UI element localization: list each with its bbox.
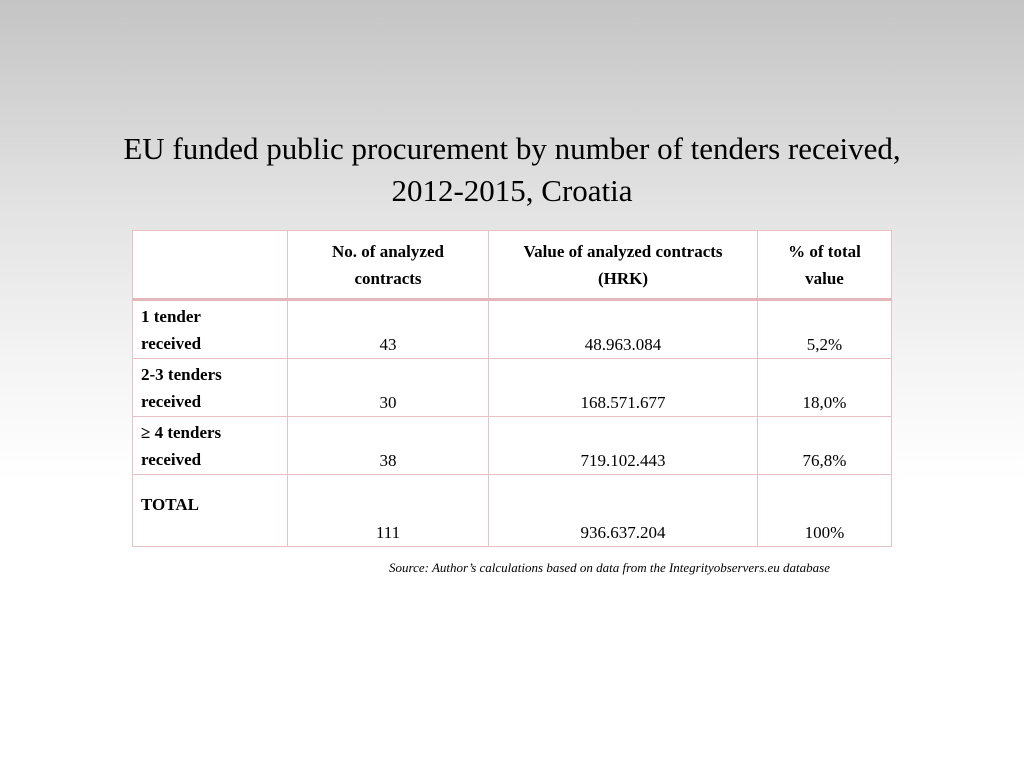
row-label-line1: ≥ 4 tenders <box>141 423 222 442</box>
header-contracts-line2: contracts <box>354 268 422 288</box>
procurement-table <box>132 230 892 547</box>
table-row-2-3-tenders <box>133 359 892 417</box>
row-label-total <box>133 475 288 547</box>
row-label-line1: TOTAL <box>141 495 199 514</box>
source-note: Source: Author’s calculations based on data from the Integrityobservers.eu database <box>389 560 830 575</box>
row-label <box>133 417 288 475</box>
header-blank-cell <box>133 231 288 300</box>
title-line-1: EU funded public procurement by number of tenders received, <box>123 131 901 166</box>
row-label <box>133 300 288 359</box>
slide-title <box>40 128 984 212</box>
cell-contracts: 38 <box>288 417 489 475</box>
header-percent-line2: value <box>805 268 844 288</box>
table-header-row <box>133 231 892 300</box>
header-contracts-line1: No. of analyzed <box>332 241 444 261</box>
table-row-4-plus-tenders <box>133 417 892 475</box>
header-value <box>489 231 758 300</box>
table-row-1-tender <box>133 300 892 359</box>
row-label-line2: received <box>141 450 202 469</box>
row-label-line2: received <box>141 392 202 411</box>
cell-percent: 100% <box>758 475 892 547</box>
cell-contracts: 111 <box>288 475 489 547</box>
header-percent <box>758 231 892 300</box>
cell-contracts: 43 <box>288 300 489 359</box>
cell-percent: 18,0% <box>758 359 892 417</box>
cell-value: 936.637.204 <box>489 475 758 547</box>
row-label-line2: received <box>141 334 202 353</box>
cell-value: 168.571.677 <box>489 359 758 417</box>
row-label-line1: 1 tender <box>141 307 201 326</box>
row-label-line1: 2-3 tenders <box>141 365 222 384</box>
header-percent-line1: % of total <box>788 241 861 261</box>
table-row-total <box>133 475 892 547</box>
header-contracts <box>288 231 489 300</box>
cell-percent: 76,8% <box>758 417 892 475</box>
header-value-line2: (HRK) <box>597 268 649 288</box>
row-label <box>133 359 288 417</box>
cell-percent: 5,2% <box>758 300 892 359</box>
cell-value: 719.102.443 <box>489 417 758 475</box>
header-value-line1: Value of analyzed contracts <box>523 241 723 261</box>
title-line-2: 2012-2015, Croatia <box>391 173 633 208</box>
cell-value: 48.963.084 <box>489 300 758 359</box>
cell-contracts: 30 <box>288 359 489 417</box>
